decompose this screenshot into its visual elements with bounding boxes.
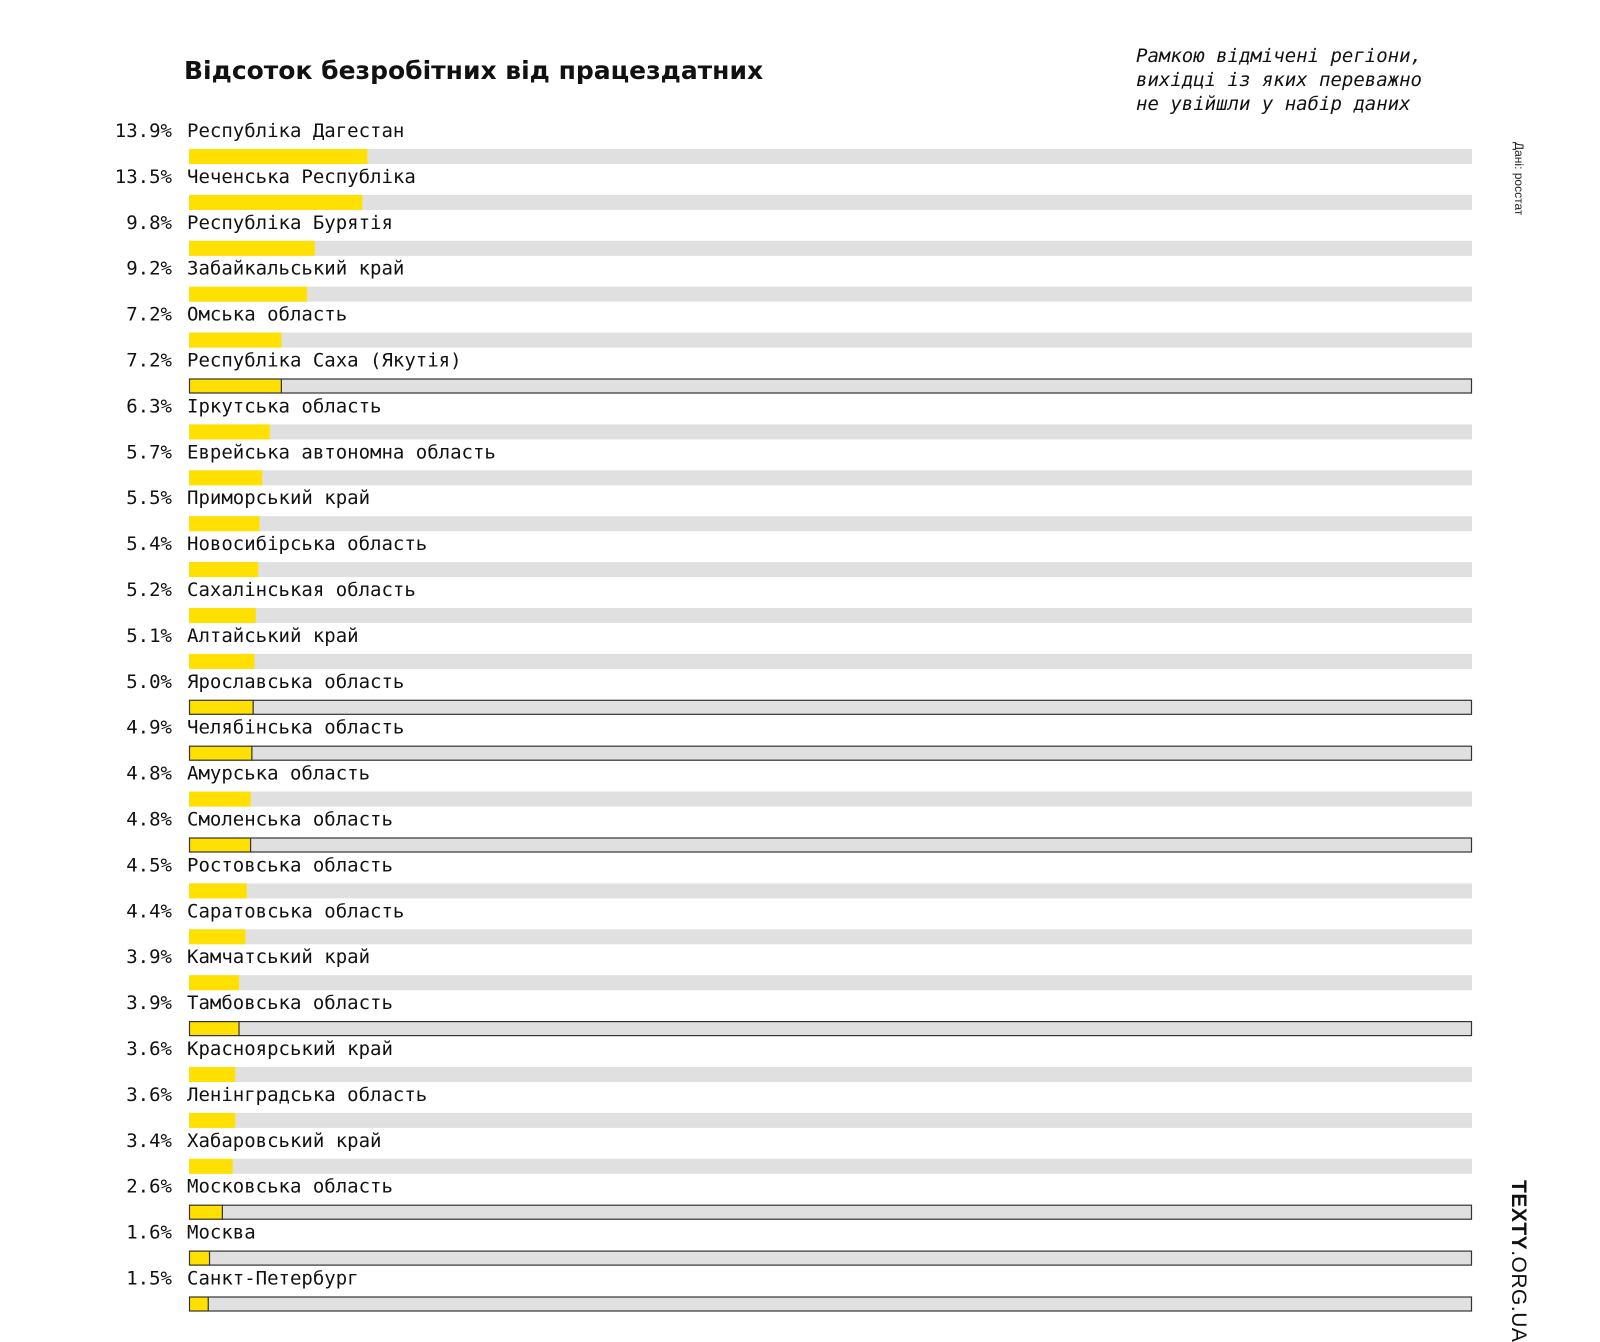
bar-track (189, 379, 1472, 394)
value-label: 5.1% (126, 624, 172, 647)
frame-note-line: вихідці із яких переважно (1136, 69, 1422, 91)
bar-track (189, 241, 1472, 256)
frame-note-line: Рамкою відмічені регіони, (1136, 45, 1422, 67)
category-label: Алтайський край (187, 624, 359, 647)
category-label: Іркутська область (187, 395, 382, 418)
value-label: 2.6% (126, 1175, 172, 1198)
value-label: 7.2% (126, 303, 172, 326)
bar-track (189, 929, 1472, 944)
bar (189, 516, 260, 531)
category-label: Омська область (187, 303, 348, 326)
category-label: Республіка Бурятія (187, 211, 393, 234)
bar (189, 470, 262, 485)
bar-track (189, 516, 1472, 531)
value-label: 3.6% (126, 1083, 172, 1106)
value-label: 6.3% (126, 395, 172, 418)
chart-title: Відсоток безробітних від працездатних (184, 56, 764, 85)
bar-track (189, 562, 1472, 577)
value-label: 5.4% (126, 533, 172, 556)
category-label: Чеченська Республіка (187, 165, 416, 188)
bar-track (189, 1021, 1472, 1036)
category-label: Хабаровський край (187, 1129, 382, 1152)
bar-track (189, 149, 1472, 164)
category-label: Ярославська область (187, 670, 405, 693)
bar-track (189, 654, 1472, 669)
bar (189, 1205, 222, 1220)
value-label: 1.6% (126, 1221, 172, 1244)
category-label: Амурська область (187, 762, 371, 785)
bar (189, 883, 247, 898)
value-label: 9.2% (126, 257, 172, 280)
bar-track (189, 1159, 1472, 1174)
bar (189, 562, 258, 577)
category-label: Тамбовська область (187, 992, 393, 1015)
bar (189, 975, 239, 990)
frame-note-line: не увійшли у набір даних (1136, 93, 1411, 115)
bar-track (189, 746, 1472, 761)
value-label: 5.0% (126, 670, 172, 693)
category-label: Сахалінськая область (187, 579, 416, 601)
bar (189, 149, 367, 164)
category-label: Санкт-Петербург (187, 1267, 359, 1290)
bar-track (189, 792, 1472, 807)
bar-track (189, 883, 1472, 898)
bar-track (189, 1297, 1472, 1312)
bar-track (189, 333, 1472, 348)
bar (189, 379, 281, 394)
value-label: 5.5% (126, 487, 172, 510)
bar (189, 608, 256, 623)
bar (189, 746, 252, 761)
value-label: 4.5% (126, 854, 172, 877)
bar-track (189, 608, 1472, 623)
category-label: Ленінградська область (187, 1083, 428, 1106)
logo-bold: TEXTY (1507, 1180, 1530, 1251)
bar-track (189, 1251, 1472, 1266)
bar-track (189, 975, 1472, 990)
category-label: Забайкальський край (187, 257, 405, 280)
category-label: Республіка Саха (Якутія) (187, 349, 462, 372)
bar (189, 195, 362, 210)
bar (189, 1113, 235, 1128)
bar (189, 1067, 235, 1082)
bar (189, 838, 251, 853)
category-label: Камчатський край (187, 946, 371, 969)
bar (189, 1251, 210, 1266)
value-label: 1.5% (126, 1267, 172, 1290)
category-label: Саратовська область (187, 900, 405, 923)
value-label: 3.9% (126, 992, 172, 1015)
value-label: 5.2% (126, 579, 172, 601)
bar (189, 333, 281, 348)
value-label: 9.8% (126, 211, 172, 234)
bar (189, 424, 270, 439)
bar-track (189, 838, 1472, 853)
category-label: Ростовська область (187, 854, 393, 877)
bar-track (189, 470, 1472, 485)
bar (189, 1159, 233, 1174)
bar (189, 792, 251, 807)
category-label: Московська область (187, 1175, 393, 1198)
value-label: 3.4% (126, 1129, 172, 1152)
value-label: 3.9% (126, 946, 172, 969)
value-label: 13.5% (114, 165, 172, 188)
bar-track (189, 1205, 1472, 1220)
bar (189, 1297, 208, 1312)
bar (189, 241, 315, 256)
bar-track (189, 195, 1472, 210)
category-label: Республіка Дагестан (187, 120, 405, 142)
category-label: Приморський край (187, 487, 371, 510)
value-label: 3.6% (126, 1038, 172, 1060)
bar (189, 1021, 239, 1036)
category-label: Москва (187, 1221, 256, 1244)
bar (189, 287, 307, 302)
value-label: 4.4% (126, 900, 172, 923)
bar-track (189, 287, 1472, 302)
value-label: 7.2% (126, 349, 172, 372)
bar (189, 929, 245, 944)
category-label: Новосибірська область (187, 533, 428, 556)
logo-rest: .ORG.UA (1507, 1250, 1530, 1342)
bar-track (189, 1067, 1472, 1082)
category-label: Челябінська область (187, 716, 405, 739)
category-label: Красноярський край (187, 1038, 393, 1060)
value-label: 13.9% (114, 120, 172, 142)
bar (189, 700, 253, 715)
value-label: 4.8% (126, 762, 172, 785)
bar-track (189, 424, 1472, 439)
value-label: 4.8% (126, 808, 172, 831)
category-label: Еврейська автономна область (187, 441, 496, 464)
bar (189, 654, 254, 669)
bar-track (189, 1113, 1472, 1128)
bar-track (189, 700, 1472, 715)
value-label: 4.9% (126, 716, 172, 739)
value-label: 5.7% (126, 441, 172, 464)
data-source: Дані: росстат (1512, 142, 1526, 216)
category-label: Смоленська область (187, 808, 393, 831)
